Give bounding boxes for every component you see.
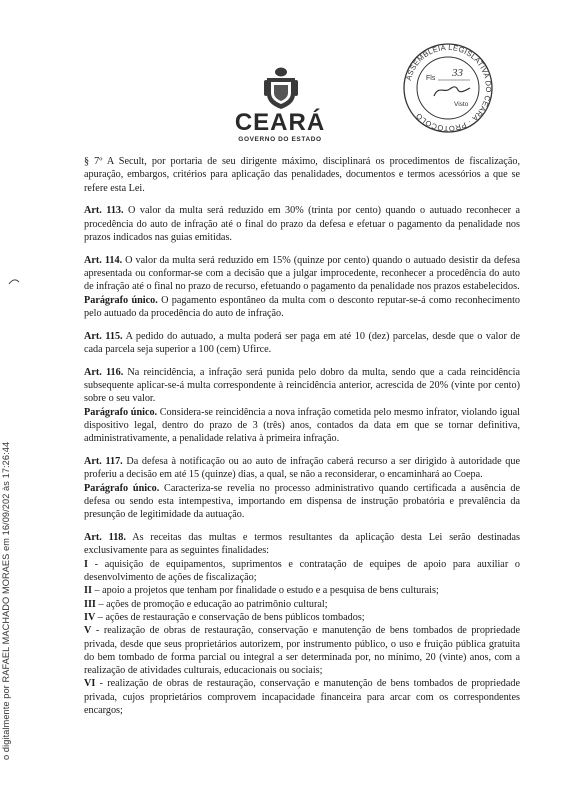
item-number: V (84, 625, 92, 637)
brand-name: CEARÁ (234, 109, 326, 136)
item-number: II (84, 585, 92, 597)
item-number: IV (84, 611, 96, 623)
margin-mark (8, 276, 20, 286)
item-number: VI (84, 678, 96, 690)
article-label: Art. 114. (84, 254, 123, 266)
stamp-visto-label: Visto (454, 101, 469, 108)
list-item (84, 598, 520, 611)
item-separator: - (91, 625, 104, 637)
stamp-fls-label: Fls (426, 75, 436, 82)
item-separator: – (95, 598, 107, 610)
article-116-sole-paragraph (84, 406, 520, 446)
sole-paragraph-label: Parágrafo único. (84, 294, 158, 306)
article-label: Art. 113. (84, 205, 124, 217)
list-item (84, 584, 520, 597)
item-separator: – (91, 585, 103, 597)
article-114-sole-paragraph (84, 294, 520, 321)
paragraph-7: § 7º A Secult, por portaria de seu dirigente máximo, disciplinará os procedimentos de fiscalização, apuração, embargos, critérios para aplicação das penalidades, documentos e termos acessórios a que se refere esta Lei. (84, 156, 520, 194)
item-number: I (84, 558, 88, 570)
item-separator: – (95, 611, 106, 623)
article-text: A pedido do autuado, a multa poderá ser paga em até 10 (dez) parcelas, desde que o valor de cada parcela seja superior a 100 (cem) Ufirce. (84, 330, 520, 356)
digital-signature-note: o digitalmente por RAFAEL MACHADO MORAES em 16/09/202 às 17:26:44 (1, 441, 11, 760)
list-item (84, 677, 520, 717)
article-116 (84, 366, 520, 406)
article-113 (84, 204, 520, 244)
list-item (84, 624, 520, 677)
article-text: Na reincidência, a infração será punida pelo dobro da multa, sendo que a cada reincidência subsequente aplicar-se-á multa correspondente à reincidência anterior, acrescida de 20% (vinte por cento) sobre o seu valor. (84, 366, 520, 405)
stamp-signature (434, 87, 470, 96)
item-text: aquisição de equipamentos, suprimentos e contratação de equipes de apoio para auxiliar o desenvolvimento de ações de fiscalização; (84, 558, 520, 584)
article-label: Art. 118. (84, 532, 126, 544)
document-body (84, 155, 520, 717)
item-text: ações de restauração e conservação de bens públicos tombados; (105, 611, 365, 623)
article-text: As receitas das multas e termos resultantes da aplicação desta Lei serão destinadas exclusivamente para as seguintes finalidades: (84, 532, 520, 557)
sole-paragraph-label: Parágrafo único. (84, 482, 160, 494)
item-text: apoio a projetos que tenham por finalidade o estudo e a pesquisa de bens culturais; (102, 585, 439, 597)
sole-paragraph-text: Considera-se reincidência a nova infração cometida pelo mesmo infrator, violando igual dispositivo legal, dentro do prazo de 3 (três) anos, contados da data em que se tornar definitiva, administrativamente, a penalidade relativa à primeira infração. (84, 406, 520, 445)
protocol-stamp (400, 40, 496, 136)
item-separator: - (87, 558, 105, 570)
article-label: Art. 116. (84, 366, 124, 378)
article-text: O valor da multa será reduzido em 30% (trinta por cento) quando o autuado reconhecer a procedência do auto de infração até o final do prazo da defesa e efetuar o pagamento da penalidade nos prazos indicados nas guias emitidas. (84, 205, 520, 243)
item-number: III (84, 598, 96, 610)
coat-of-arms-icon (262, 66, 300, 110)
article-117-sole-paragraph (84, 482, 520, 522)
brand-subtitle: GOVERNO DO ESTADO (238, 136, 322, 143)
list-item (84, 558, 520, 585)
article-text: Da defesa à notificação ou ao auto de infração caberá recurso a ser dirigido à autoridade que proferiu a decisão em até 15 (quinze) dias, a qual, se não a reconsiderar, o encaminhará ao Coepa. (84, 456, 520, 481)
article-label: Art. 115. (84, 330, 123, 342)
article-text: O valor da multa será reduzido em 15% (quinze por cento) quando o autuado desistir da defesa apresentada ou conformar-se com a decisão que a julgar improcedente, reconhecer a procedência do auto de infração até o final no prazo de recurso, efetuando o pagamento da penalidade nos prazos estabelecidos. (84, 254, 520, 293)
sole-paragraph-text: Caracteriza-se revelia no processo administrativo quando certificada a ausência de defesa ou sendo esta intempestiva, importando em dispensa de instrução probatória e prevalência da presunção de legitimidade da autuação. (84, 482, 520, 521)
article-115 (84, 330, 520, 357)
article-114 (84, 254, 520, 294)
item-text: realização de obras de restauração, conservação e manutenção de bens tombados de propriedade privada, cujos proprietários comprovem incapacidade financeira para arcar com os correspondentes encargos; (84, 678, 520, 716)
item-text: realização de obras de restauração, conservação e manutenção de bens tombados de propriedade privada, desde que seus proprietários autorizem, por instrumento público, o uso e fruição pública gratuita do bem tombado de forma parcial ou integral a ser determinada por, no mínimo, 20 (vinte) anos, com a realização de atividades culturais, educacionais ou sociais; (84, 625, 520, 677)
svg-text:ASSEMBLEIA LEGISLATIVA DO CEAR: ASSEMBLEIA LEGISLATIVA DO CEARÁ · PROTOCOLO (403, 42, 494, 134)
item-text: ações de promoção e educação ao patrimônio cultural; (106, 598, 328, 610)
sole-paragraph-label: Parágrafo único. (84, 406, 158, 418)
list-item (84, 611, 520, 624)
article-label: Art. 117. (84, 456, 123, 468)
brand-block (200, 111, 360, 144)
sole-paragraph-text: O pagamento espontâneo da multa com o desconto reputar-se-á como reconhecimento pelo autuado da procedência do auto de infração. (84, 294, 520, 319)
article-117 (84, 455, 520, 482)
item-separator: - (95, 678, 108, 690)
article-118 (84, 531, 520, 558)
stamp-fls-number: 33 (452, 67, 463, 79)
